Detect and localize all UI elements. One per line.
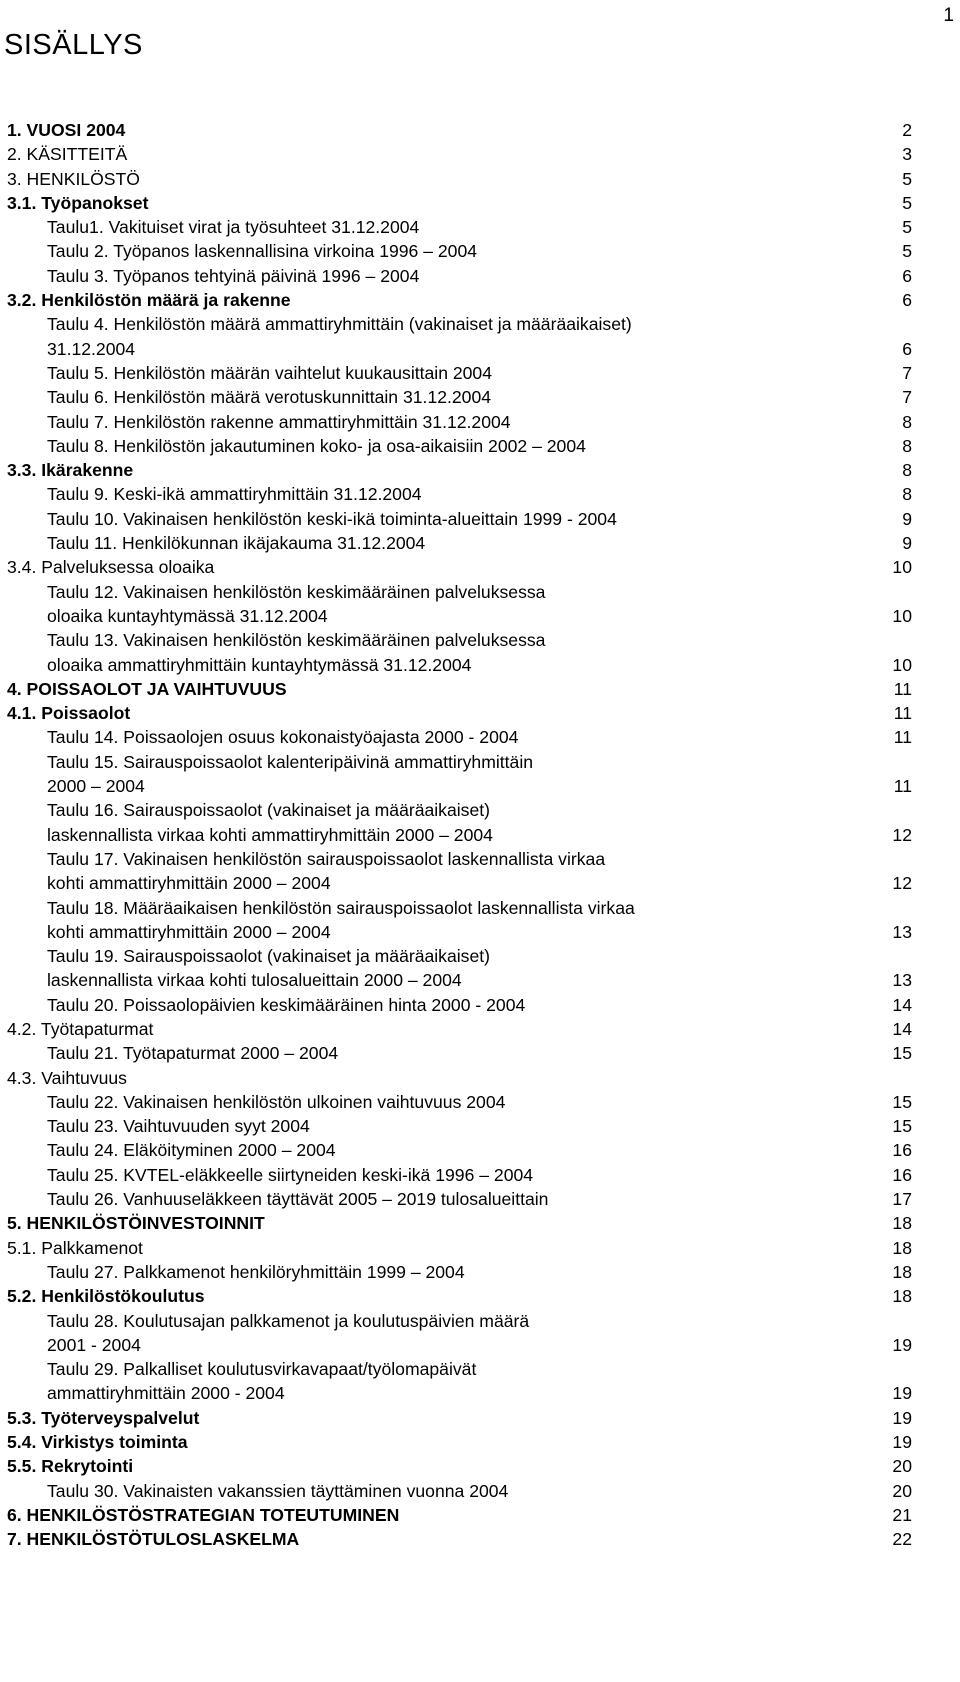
toc-entry-text: Taulu 8. Henkilöstön jakautuminen koko- ja osa-aikaisiin 2002 – 2004 xyxy=(47,435,586,456)
toc-entry-text: Taulu 6. Henkilöstön määrä verotuskunnittain 31.12.2004 xyxy=(47,387,492,408)
toc-entry[interactable] xyxy=(0,410,960,434)
toc-entry[interactable] xyxy=(0,896,960,920)
toc-entry-text: 4.1. Poissaolot xyxy=(7,703,131,724)
toc-entry-text: Taulu 13. Vakinaisen henkilöstön keskimääräinen palveluksessa xyxy=(47,630,546,651)
toc-entry[interactable] xyxy=(0,1357,960,1381)
toc-entry[interactable] xyxy=(0,968,960,992)
toc-entry-page: 6 xyxy=(902,290,912,311)
toc-entry-text: 3.3. Ikärakenne xyxy=(7,460,134,481)
toc-entry-page: 20 xyxy=(892,1456,912,1477)
toc-entry-text: 7. HENKILÖSTÖTULOSLASKELMA xyxy=(7,1529,300,1550)
toc-entry-text: kohti ammattiryhmittäin 2000 – 2004 xyxy=(47,873,331,894)
toc-entry-text: Taulu 3. Työpanos tehtyinä päivinä 1996 – 2004 xyxy=(47,265,420,286)
toc-entry-page: 8 xyxy=(902,484,912,505)
toc-entry[interactable] xyxy=(0,653,960,677)
toc-entry-page: 12 xyxy=(892,873,912,894)
toc-entry[interactable] xyxy=(0,1066,960,1090)
toc-entry[interactable] xyxy=(0,191,960,215)
toc-entry[interactable] xyxy=(0,920,960,944)
toc-entry-page: 7 xyxy=(902,362,912,383)
toc-entry-text: 5. HENKILÖSTÖINVESTOINNIT xyxy=(7,1213,265,1234)
toc-entry-page: 11 xyxy=(893,703,912,724)
toc-entry-text: 5.3. Työterveyspalvelut xyxy=(7,1407,200,1428)
toc-entry[interactable] xyxy=(0,1527,960,1551)
toc-entry[interactable] xyxy=(0,871,960,895)
toc-entry-page: 11 xyxy=(893,776,912,797)
toc-entry-page: 9 xyxy=(902,508,912,529)
toc-entry[interactable] xyxy=(0,1260,960,1284)
toc-entry-page: 10 xyxy=(892,654,912,675)
toc-entry[interactable] xyxy=(0,1381,960,1405)
toc-entry-text: 5.5. Rekrytointi xyxy=(7,1456,134,1477)
toc-entry-page: 10 xyxy=(892,557,912,578)
toc-entry-page: 5 xyxy=(902,192,912,213)
toc-entry[interactable] xyxy=(0,1114,960,1138)
toc-entry[interactable] xyxy=(0,628,960,652)
toc-entry-page: 13 xyxy=(892,970,912,991)
toc-entry[interactable] xyxy=(0,555,960,579)
toc-entry-text: Taulu1. Vakituiset virat ja työsuhteet 31.12.2004 xyxy=(47,217,420,238)
toc-entry-page: 19 xyxy=(892,1407,912,1428)
toc-entry-text: Taulu 16. Sairauspoissaolot (vakinaiset ja määräaikaiset) xyxy=(47,800,491,821)
toc-entry[interactable] xyxy=(0,312,960,336)
toc-entry-text: Taulu 7. Henkilöstön rakenne ammattiryhmittäin 31.12.2004 xyxy=(47,411,511,432)
toc-entry-page: 16 xyxy=(892,1164,912,1185)
toc-entry-text: Taulu 2. Työpanos laskennallisina virkoina 1996 – 2004 xyxy=(47,241,478,262)
toc-entry-page: 10 xyxy=(892,605,912,626)
toc-entry[interactable] xyxy=(0,118,960,142)
toc-entry[interactable] xyxy=(0,701,960,725)
toc-entry[interactable] xyxy=(0,337,960,361)
toc-entry[interactable] xyxy=(0,215,960,239)
toc-entry[interactable] xyxy=(0,239,960,263)
toc-entry-page: 5 xyxy=(902,241,912,262)
toc-entry[interactable] xyxy=(0,482,960,506)
toc-entry-text: 5.4. Virkistys toiminta xyxy=(7,1432,188,1453)
toc-entry-text: Taulu 23. Vaihtuvuuden syyt 2004 xyxy=(47,1116,310,1137)
toc-entry-text: 5.1. Palkkamenot xyxy=(7,1237,143,1258)
toc-entry[interactable] xyxy=(0,1479,960,1503)
toc-entry-page: 18 xyxy=(892,1286,912,1307)
toc-entry-text: 3. HENKILÖSTÖ xyxy=(7,168,140,189)
toc-entry[interactable] xyxy=(0,361,960,385)
toc-entry-text: 1. VUOSI 2004 xyxy=(7,120,126,140)
toc-entry-text: Taulu 18. Määräaikaisen henkilöstön sairauspoissaolot laskennallista virkaa xyxy=(47,897,635,918)
toc-entry[interactable] xyxy=(0,507,960,531)
toc-entry[interactable] xyxy=(0,531,960,555)
toc-entry-page: 14 xyxy=(892,1018,912,1039)
toc-entry[interactable] xyxy=(0,458,960,482)
toc-entry[interactable] xyxy=(0,1503,960,1527)
toc-entry[interactable] xyxy=(0,725,960,749)
toc-entry-text: 3.1. Työpanokset xyxy=(7,192,149,213)
toc-entry[interactable] xyxy=(0,1430,960,1454)
toc-entry-page: 13 xyxy=(892,921,912,942)
toc-entry[interactable] xyxy=(0,142,960,166)
toc-entry[interactable] xyxy=(0,677,960,701)
toc-entry[interactable] xyxy=(0,1333,960,1357)
toc-entry-text: oloaika kuntayhtymässä 31.12.2004 xyxy=(47,605,328,626)
toc-entry-page: 19 xyxy=(892,1432,912,1453)
toc-entry-text: Taulu 22. Vakinaisen henkilöstön ulkoinen vaihtuvuus 2004 xyxy=(47,1091,506,1112)
toc-entry-text: Taulu 4. Henkilöstön määrä ammattiryhmittäin (vakinaiset ja määräaikaiset) xyxy=(47,314,632,335)
toc-entry-text: Taulu 12. Vakinaisen henkilöstön keskimääräinen palveluksessa xyxy=(47,581,546,602)
toc-entry-text: Taulu 21. Työtapaturmat 2000 – 2004 xyxy=(47,1043,339,1064)
toc-entry-page: 18 xyxy=(892,1237,912,1258)
toc-entry-text: 2. KÄSITTEITÄ xyxy=(7,144,128,165)
toc-entry[interactable] xyxy=(0,1309,960,1333)
toc-entry-page: 12 xyxy=(892,824,912,845)
page-title: SISÄLLYS xyxy=(4,29,143,61)
toc-entry-text: Taulu 17. Vakinaisen henkilöstön sairauspoissaolot laskennallista virkaa xyxy=(47,848,606,869)
toc-entry[interactable] xyxy=(0,1017,960,1041)
toc-entry-text: 2001 - 2004 xyxy=(47,1334,141,1355)
toc-entry-text: ammattiryhmittäin 2000 - 2004 xyxy=(47,1383,285,1404)
toc-entry[interactable] xyxy=(0,847,960,871)
toc-entry[interactable] xyxy=(0,434,960,458)
toc-entry-page: 15 xyxy=(892,1043,912,1064)
toc-entry-text: Taulu 11. Henkilökunnan ikäjakauma 31.12.2004 xyxy=(47,533,426,554)
toc-entry-text: Taulu 27. Palkkamenot henkilöryhmittäin 1999 – 2004 xyxy=(47,1261,465,1282)
toc-entry-page: 18 xyxy=(892,1261,912,1282)
toc-entry-text: Taulu 5. Henkilöstön määrän vaihtelut kuukausittain 2004 xyxy=(47,362,493,383)
toc-entry-text: 4.2. Työtapaturmat xyxy=(7,1018,154,1039)
toc-entry-page: 11 xyxy=(893,727,912,748)
toc-entry[interactable] xyxy=(0,993,960,1017)
toc-entry[interactable] xyxy=(0,604,960,628)
toc-entry-page: 15 xyxy=(892,1091,912,1112)
toc-entry-page: 19 xyxy=(892,1334,912,1355)
toc-entry-page: 20 xyxy=(892,1480,912,1501)
toc-entry-text: 4. POISSAOLOT JA VAIHTUVUUS xyxy=(7,678,287,699)
toc-entry-page: 5 xyxy=(902,168,912,189)
toc-entry[interactable] xyxy=(0,1284,960,1308)
toc-entry[interactable] xyxy=(0,1211,960,1235)
page-number: 1 xyxy=(943,5,954,26)
toc-entry-text: 31.12.2004 xyxy=(47,338,136,359)
toc-entry-text: Taulu 26. Vanhuuseläkkeen täyttävät 2005 – 2019 tulosalueittain xyxy=(47,1189,549,1210)
toc-entry[interactable] xyxy=(0,1236,960,1260)
toc-entry[interactable] xyxy=(0,580,960,604)
toc-entry-page: 16 xyxy=(892,1140,912,1161)
toc-entry-text: Taulu 24. Eläköityminen 2000 – 2004 xyxy=(47,1140,336,1161)
toc-entry-page: 21 xyxy=(892,1504,912,1525)
toc-entry-text: 3.2. Henkilöstön määrä ja rakenne xyxy=(7,290,291,311)
toc-entry[interactable] xyxy=(0,1163,960,1187)
toc-entry[interactable] xyxy=(0,288,960,312)
toc-entry[interactable] xyxy=(0,167,960,191)
toc-entry-page: 2 xyxy=(902,120,912,140)
toc-entry-page: 7 xyxy=(902,387,912,408)
toc-entry-page: 11 xyxy=(893,678,912,699)
toc-entry-page: 17 xyxy=(892,1189,912,1210)
toc-entry-page: 5 xyxy=(902,217,912,238)
toc-entry[interactable] xyxy=(0,1454,960,1478)
toc-entry-text: Taulu 10. Vakinaisen henkilöstön keski-ikä toiminta-alueittain 1999 - 2004 xyxy=(47,508,617,529)
toc-entry-page: 15 xyxy=(892,1116,912,1137)
toc-entry-text: Taulu 14. Poissaolojen osuus kokonaistyöajasta 2000 - 2004 xyxy=(47,727,519,748)
toc-entry-text: 4.3. Vaihtuvuus xyxy=(7,1067,127,1088)
toc-entry[interactable] xyxy=(0,750,960,774)
toc-entry-page: 19 xyxy=(892,1383,912,1404)
toc-entry-text: 3.4. Palveluksessa oloaika xyxy=(7,557,215,578)
toc-entry-text: Taulu 19. Sairauspoissaolot (vakinaiset ja määräaikaiset) xyxy=(47,946,491,967)
toc-entry[interactable] xyxy=(0,774,960,798)
toc-entry-text: laskennallista virkaa kohti tulosalueittain 2000 – 2004 xyxy=(47,970,462,991)
toc-entry-text: 2000 – 2004 xyxy=(47,776,145,797)
toc-entry-page: 9 xyxy=(902,533,912,554)
toc-entry-page: 8 xyxy=(902,411,912,432)
toc-entry[interactable] xyxy=(0,823,960,847)
toc-entry-page: 14 xyxy=(892,994,912,1015)
toc-entry-page: 6 xyxy=(902,265,912,286)
toc-entry[interactable] xyxy=(0,798,960,822)
toc-entry[interactable] xyxy=(0,944,960,968)
toc-entry-text: Taulu 30. Vakinaisten vakanssien täyttäminen vuonna 2004 xyxy=(47,1480,509,1501)
toc-entry[interactable] xyxy=(0,264,960,288)
toc-entry-text: Taulu 20. Poissaolopäivien keskimääräinen hinta 2000 - 2004 xyxy=(47,994,526,1015)
toc-entry-page: 22 xyxy=(892,1529,912,1550)
toc-entry[interactable] xyxy=(0,1090,960,1114)
toc-entry-page: 8 xyxy=(902,435,912,456)
toc-entry-text: Taulu 9. Keski-ikä ammattiryhmittäin 31.12.2004 xyxy=(47,484,422,505)
toc-entry-text: Taulu 15. Sairauspoissaolot kalenteripäivinä ammattiryhmittäin xyxy=(47,751,534,772)
toc-entry-text: 5.2. Henkilöstökoulutus xyxy=(7,1286,205,1307)
toc-entry-text: Taulu 29. Palkalliset koulutusvirkavapaat/työlomapäivät xyxy=(47,1359,477,1380)
toc-entry-text: oloaika ammattiryhmittäin kuntayhtymässä 31.12.2004 xyxy=(47,654,472,675)
toc-entry[interactable] xyxy=(0,1041,960,1065)
toc-entry-text: Taulu 25. KVTEL-eläkkeelle siirtyneiden keski-ikä 1996 – 2004 xyxy=(47,1164,534,1185)
toc-entry-text: Taulu 28. Koulutusajan palkkamenot ja koulutuspäivien määrä xyxy=(47,1310,530,1331)
toc-entry[interactable] xyxy=(0,1406,960,1430)
toc-entry-page: 8 xyxy=(902,460,912,481)
toc-entry-page: 6 xyxy=(902,338,912,359)
toc-entry[interactable] xyxy=(0,1187,960,1211)
table-of-contents xyxy=(0,118,960,1552)
toc-entry[interactable] xyxy=(0,1138,960,1162)
toc-entry-page: 18 xyxy=(892,1213,912,1234)
toc-entry-text: laskennallista virkaa kohti ammattiryhmittäin 2000 – 2004 xyxy=(47,824,493,845)
toc-entry-text: kohti ammattiryhmittäin 2000 – 2004 xyxy=(47,921,331,942)
toc-entry-text: 6. HENKILÖSTÖSTRATEGIAN TOTEUTUMINEN xyxy=(7,1504,400,1525)
toc-entry[interactable] xyxy=(0,385,960,409)
toc-entry-page: 3 xyxy=(902,144,912,165)
